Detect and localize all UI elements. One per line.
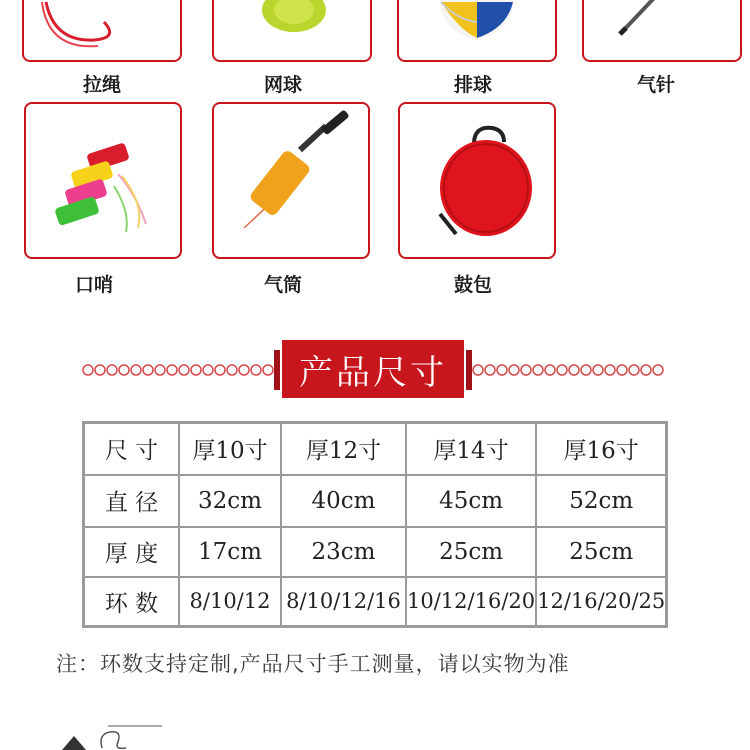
- table-cell: 32cm: [179, 475, 281, 527]
- table-cell: 45cm: [406, 475, 536, 527]
- product-label: 口哨: [74, 274, 113, 296]
- table-row: [84, 577, 667, 627]
- table-header-cell: 厚10寸: [179, 423, 281, 475]
- product-label: 鼓包: [453, 274, 492, 296]
- product-card-volleyball: [397, 0, 557, 62]
- tennis-ball-icon: [214, 0, 372, 62]
- air-pump-icon: [214, 104, 370, 259]
- table-row-label: 环 数: [84, 577, 180, 627]
- product-card-rope: [22, 0, 182, 62]
- table-header-row: [84, 423, 667, 475]
- table-cell: 25cm: [536, 527, 667, 577]
- table-cell: 17cm: [179, 527, 281, 577]
- product-card-air-pump: [212, 102, 370, 259]
- product-label: 排球: [453, 74, 492, 96]
- product-card-drum-bag: [398, 102, 556, 259]
- table-row: [84, 527, 667, 577]
- measurement-note: 注：环数支持定制,产品尺寸手工测量，请以实物为准: [56, 652, 570, 676]
- section-title: 产品尺寸: [282, 340, 464, 398]
- whistle-icon: [26, 104, 182, 259]
- product-label: 网球: [263, 74, 302, 96]
- decorative-chain-right: [472, 362, 664, 378]
- air-needle-icon: [584, 0, 742, 62]
- table-row-label: 厚 度: [84, 527, 180, 577]
- table-header-cell: 厚14寸: [406, 423, 536, 475]
- table-header-cell: 尺 寸: [84, 423, 180, 475]
- table-cell: 23cm: [281, 527, 406, 577]
- product-card-whistle: [24, 102, 182, 259]
- table-cell: 8/10/12: [179, 577, 281, 627]
- size-table: [82, 421, 668, 628]
- decorative-chain-left: [82, 362, 274, 378]
- volleyball-icon: [399, 0, 557, 62]
- table-cell: 40cm: [281, 475, 406, 527]
- product-card-tennis: [212, 0, 372, 62]
- table-cell: 8/10/12/16: [281, 577, 406, 627]
- table-cell: 52cm: [536, 475, 667, 527]
- table-cell: 10/12/16/20: [406, 577, 536, 627]
- product-card-air-needle: [582, 0, 742, 62]
- drum-bag-icon: [400, 104, 556, 259]
- table-cell: 12/16/20/25: [536, 577, 667, 627]
- product-label: 气筒: [263, 274, 302, 296]
- product-label: 拉绳: [82, 74, 121, 96]
- product-label: 气针: [636, 74, 675, 96]
- decorative-corner-ornament: [58, 722, 168, 750]
- table-header-cell: 厚12寸: [281, 423, 406, 475]
- rope-icon: [24, 0, 182, 62]
- table-cell: 25cm: [406, 527, 536, 577]
- table-header-cell: 厚16寸: [536, 423, 667, 475]
- table-row-label: 直 径: [84, 475, 180, 527]
- table-row: [84, 475, 667, 527]
